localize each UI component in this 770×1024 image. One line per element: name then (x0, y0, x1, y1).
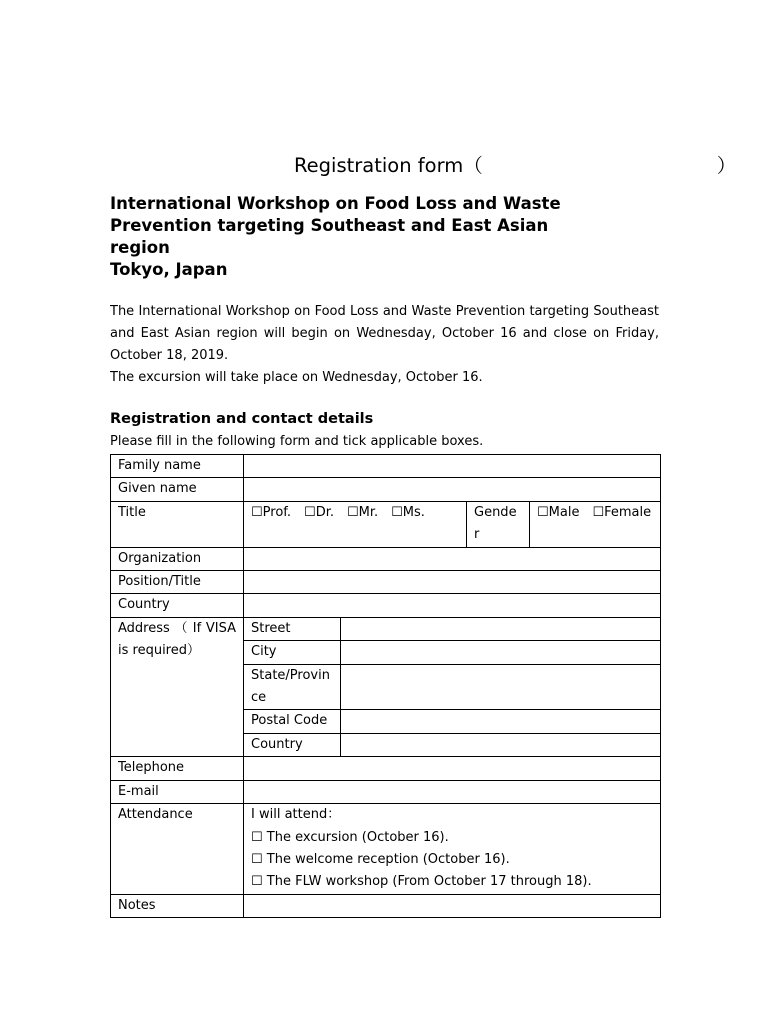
address-postal-label: Postal Code (244, 710, 341, 733)
given-name-label: Given name (111, 478, 244, 501)
attendance-options (244, 804, 661, 895)
country-label: Country (111, 594, 244, 617)
address-postal-field[interactable] (341, 710, 661, 733)
email-label: E-mail (111, 780, 244, 803)
address-state-field[interactable] (341, 664, 661, 710)
workshop-location: Tokyo, Japan (110, 260, 228, 279)
row-country (111, 594, 661, 617)
intro-paragraph-dates: The International Workshop on Food Loss and Waste Prevention targeting Southeast and East Asian region will begin on Wednesday, October 16 and close on Friday, October 18, 2019. (110, 304, 659, 363)
address-city-label: City (244, 641, 341, 664)
page-title: Registration form（ ） (294, 154, 737, 177)
position-field[interactable] (244, 571, 661, 594)
attendance-workshop-checkbox[interactable]: ☐ The FLW workshop (From October 17 through 18). (251, 874, 592, 890)
organization-field[interactable] (244, 547, 661, 570)
row-given-name (111, 478, 661, 501)
workshop-heading-line-2: Prevention targeting Southeast and East Asian (110, 216, 549, 235)
address-state-label: State/Provin ce (244, 664, 341, 710)
address-city-field[interactable] (341, 641, 661, 664)
gender-label: Gende r (467, 501, 530, 547)
address-street-field[interactable] (341, 617, 661, 640)
section-instructions: Please fill in the following form and tick applicable boxes. (110, 434, 484, 449)
notes-field[interactable] (244, 894, 661, 917)
row-family-name (111, 455, 661, 478)
attendance-reception-checkbox[interactable]: ☐ The welcome reception (October 16). (251, 851, 510, 867)
row-position (111, 571, 661, 594)
workshop-heading (110, 193, 670, 281)
address-country-label: Country (244, 733, 341, 756)
notes-label: Notes (111, 894, 244, 917)
telephone-field[interactable] (244, 757, 661, 780)
country-field[interactable] (244, 594, 661, 617)
attendance-excursion-checkbox[interactable]: ☐ The excursion (October 16). (251, 829, 449, 845)
section-title: Registration and contact details (110, 411, 374, 427)
address-street-label: Street (244, 617, 341, 640)
attendance-intro: I will attend： (251, 807, 341, 823)
row-email (111, 780, 661, 803)
row-organization (111, 547, 661, 570)
row-notes (111, 894, 661, 917)
family-name-label: Family name (111, 455, 244, 478)
registration-form-table (110, 454, 661, 918)
address-label: Address （ If VISA is required） (111, 617, 244, 756)
telephone-label: Telephone (111, 757, 244, 780)
row-telephone (111, 757, 661, 780)
intro-text (110, 301, 659, 389)
family-name-field[interactable] (244, 455, 661, 478)
row-attendance (111, 804, 661, 895)
title-label: Title (111, 501, 244, 547)
position-label: Position/Title (111, 571, 244, 594)
email-field[interactable] (244, 780, 661, 803)
row-title (111, 501, 661, 547)
organization-label: Organization (111, 547, 244, 570)
gender-options[interactable]: ☐Male ☐Female (530, 501, 661, 547)
title-options[interactable]: ☐Prof. ☐Dr. ☐Mr. ☐Ms. (244, 501, 467, 547)
workshop-heading-line-3: region (110, 238, 170, 257)
workshop-heading-line-1: International Workshop on Food Loss and Waste (110, 194, 561, 213)
row-address-street (111, 617, 661, 640)
address-country-field[interactable] (341, 733, 661, 756)
intro-paragraph-excursion: The excursion will take place on Wednesday, October 16. (110, 370, 483, 385)
attendance-label: Attendance (111, 804, 244, 895)
given-name-field[interactable] (244, 478, 661, 501)
